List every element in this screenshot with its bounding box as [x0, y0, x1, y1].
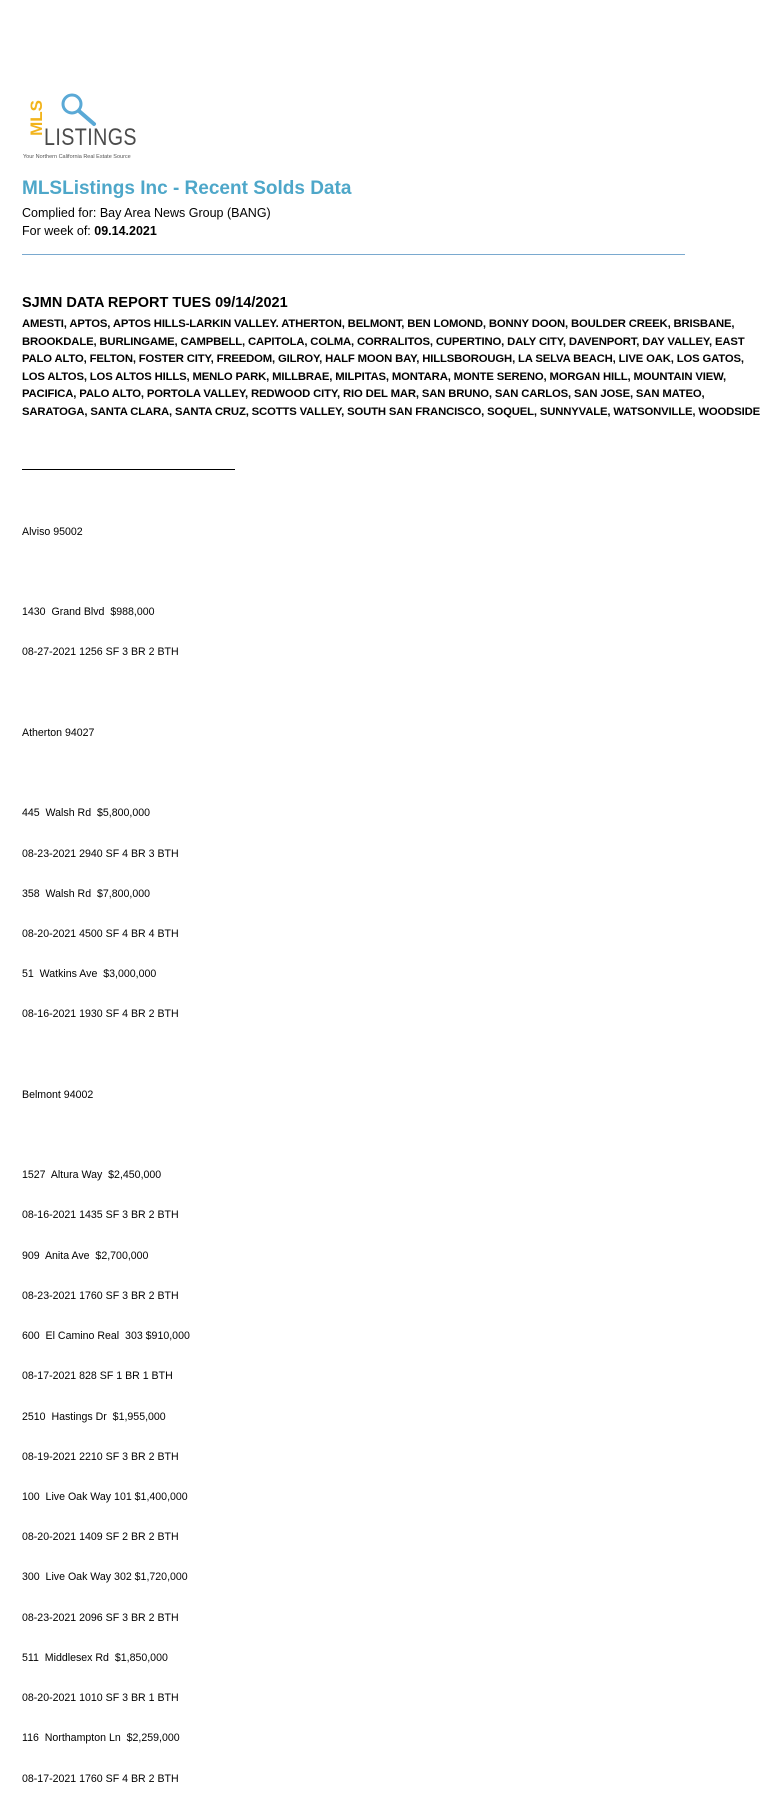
listings-body	[22, 499, 190, 1799]
list-item: 2510 Hastings Dr $1,955,000	[22, 1410, 166, 1423]
list-item: 08-23-2021 2940 SF 4 BR 3 BTH	[22, 847, 179, 860]
list-item: 300 Live Oak Way 302 $1,720,000	[22, 1571, 188, 1584]
list-item: 1430 Grand Blvd $988,000	[22, 606, 155, 619]
compiled-value: Bay Area News Group (BANG)	[99, 206, 271, 220]
cities-list	[22, 316, 768, 421]
cities-line: SARATOGA, SANTA CLARA, SANTA CRUZ, SCOTTS VALLEY, SOUTH SAN FRANCISCO, SOQUEL, SUNNYVALE, WATSONVILLE, WOODSIDE	[22, 405, 760, 418]
mlslistings-logo	[22, 92, 152, 164]
list-item: 100 Live Oak Way 101 $1,400,000	[22, 1490, 188, 1503]
page-title: MLSListings Inc - Recent Solds Data	[22, 178, 352, 199]
logo-tagline: Your Northern California Real Estate Source	[23, 154, 131, 160]
cities-line: PALO ALTO, FELTON, FOSTER CITY, FREEDOM, GILROY, HALF MOON BAY, HILLSBOROUGH, LA SELVA BEACH, LIVE OAK, LOS GATOS,	[22, 353, 744, 365]
list-item: 08-20-2021 1409 SF 2 BR 2 BTH	[22, 1531, 179, 1544]
cities-line: LOS ALTOS, LOS ALTOS HILLS, MENLO PARK, MILLBRAE, MILPITAS, MONTARA, MONTE SERENO, MORGAN HILL, MOUNTAIN VIEW,	[22, 370, 726, 383]
list-item: 08-23-2021 1760 SF 3 BR 2 BTH	[22, 1289, 179, 1302]
week-value: 09.14.2021	[94, 224, 157, 238]
cities-line: AMESTI, APTOS, APTOS HILLS-LARKIN VALLEY. ATHERTON, BELMONT, BEN LOMOND, BONNY DOON, BOULDER CREEK, BRISBANE,	[22, 318, 735, 330]
compiled-for	[22, 206, 271, 220]
report-title: SJMN DATA REPORT TUES 09/14/2021	[22, 295, 288, 311]
list-item: 116 Northampton Ln $2,259,000	[22, 1732, 180, 1745]
list-item: 08-20-2021 4500 SF 4 BR 4 BTH	[22, 927, 179, 940]
list-item: 08-20-2021 1010 SF 3 BR 1 BTH	[22, 1692, 179, 1705]
logo-mls-text: MLS	[27, 100, 46, 136]
list-item: 08-27-2021 1256 SF 3 BR 2 BTH	[22, 646, 179, 659]
section-heading-belmont: Belmont 94002	[22, 1088, 94, 1101]
list-item: 08-16-2021 1435 SF 3 BR 2 BTH	[22, 1209, 179, 1222]
week-label: For week of:	[22, 224, 95, 238]
list-item: 445 Walsh Rd $5,800,000	[22, 807, 150, 820]
list-item: 08-17-2021 1760 SF 4 BR 2 BTH	[22, 1772, 179, 1785]
list-item: 909 Anita Ave $2,700,000	[22, 1249, 149, 1262]
list-item: 358 Walsh Rd $7,800,000	[22, 887, 150, 900]
list-item: 511 Middlesex Rd $1,850,000	[22, 1651, 168, 1664]
cities-line: PACIFICA, PALO ALTO, PORTOLA VALLEY, REDWOOD CITY, RIO DEL MAR, SAN BRUNO, SAN CARLOS, SAN JOSE, SAN MATEO,	[22, 388, 705, 400]
section-divider	[22, 469, 235, 470]
compiled-label: Complied for:	[22, 206, 100, 220]
week-of	[22, 224, 157, 238]
section-heading-alviso: Alviso 95002	[22, 525, 83, 538]
list-item: 08-17-2021 828 SF 1 BR 1 BTH	[22, 1370, 173, 1383]
cities-line: BROOKDALE, BURLINGAME, CAMPBELL, CAPITOLA, COLMA, CORRALITOS, CUPERTINO, DALY CITY, DAVENPORT, DAY VALLEY, EAST	[22, 335, 745, 348]
list-item: 08-19-2021 2210 SF 3 BR 2 BTH	[22, 1450, 179, 1463]
section-heading-atherton: Atherton 94027	[22, 726, 95, 739]
list-item: 08-23-2021 2096 SF 3 BR 2 BTH	[22, 1611, 179, 1624]
list-item: 51 Watkins Ave $3,000,000	[22, 968, 157, 981]
list-item: 1527 Altura Way $2,450,000	[22, 1169, 162, 1182]
list-item: 600 El Camino Real 303 $910,000	[22, 1330, 190, 1343]
list-item: 08-16-2021 1930 SF 4 BR 2 BTH	[22, 1008, 179, 1021]
logo-listings-text: LISTINGS	[44, 124, 137, 151]
header-divider	[22, 254, 685, 255]
